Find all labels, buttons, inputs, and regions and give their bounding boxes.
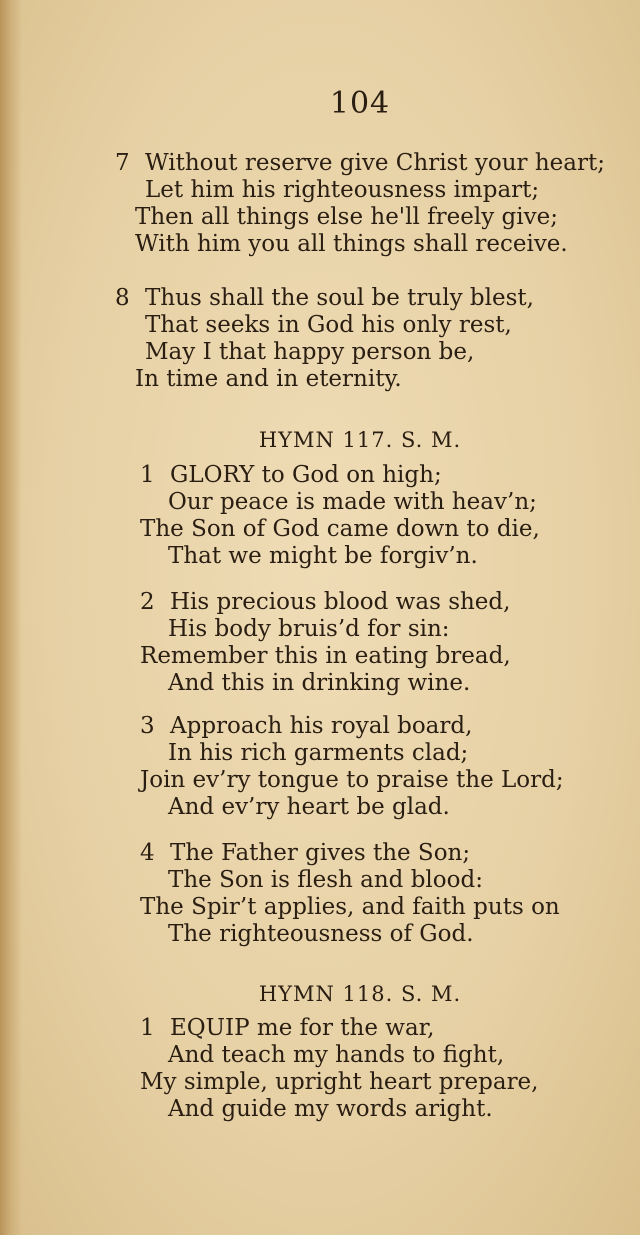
verse-line: And ev’ry heart be glad. [168,794,450,820]
verse-line: Approach his royal board, [170,713,473,739]
stanza-number: 8 [115,285,130,311]
verse-line: Our peace is made with heav’n; [168,489,537,515]
verse-line: In time and in eternity. [135,366,402,392]
verse-line: And teach my hands to fight, [168,1042,505,1068]
verse-line: May I that happy person be, [145,339,475,365]
verse-line: That seeks in God his only rest, [145,312,512,338]
verse-line: His body bruis’d for sin: [168,616,450,642]
verse-line: GLORY to God on high; [170,462,442,488]
verse-line: The Son of God came down to die, [140,516,540,542]
page-number: 104 [329,86,391,121]
verse-line: That we might be forgiv’n. [168,543,478,569]
stanza-number: 3 [140,713,155,739]
verse-line: With him you all things shall receive. [135,231,568,257]
hymn-117-title: HYMN 117. S. M. [258,428,462,452]
verse-line: Without reserve give Christ your heart; [145,150,605,176]
verse-line: EQUIP me for the war, [170,1015,435,1041]
verse-line: Remember this in eating bread, [140,643,511,669]
verse-line: Then all things else he'll freely give; [135,204,558,230]
verse-line: His precious blood was shed, [170,589,511,615]
verse-line: The Spir’t applies, and faith puts on [140,894,560,920]
hymn-118-title: HYMN 118. S. M. [258,982,462,1006]
stanza-number: 4 [140,840,155,866]
verse-line: And this in drinking wine. [168,670,471,696]
verse-line: In his rich garments clad; [168,740,469,766]
verse-line: My simple, upright heart prepare, [140,1069,539,1095]
verse-line: The Son is flesh and blood: [168,867,483,893]
verse-line: The Father gives the Son; [170,840,471,866]
verse-line: Thus shall the soul be truly blest, [145,285,534,311]
verse-line: Let him his righteousness impart; [145,177,540,203]
verse-line: Join ev’ry tongue to praise the Lord; [140,767,564,793]
stanza-number: 2 [140,589,155,615]
verse-line: The righteousness of God. [168,921,474,947]
verse-line: And guide my words aright. [168,1096,493,1122]
stanza-number: 1 [140,462,155,488]
stanza-number: 1 [140,1015,155,1041]
page-spine-edge [0,0,22,1235]
stanza-number: 7 [115,150,130,176]
